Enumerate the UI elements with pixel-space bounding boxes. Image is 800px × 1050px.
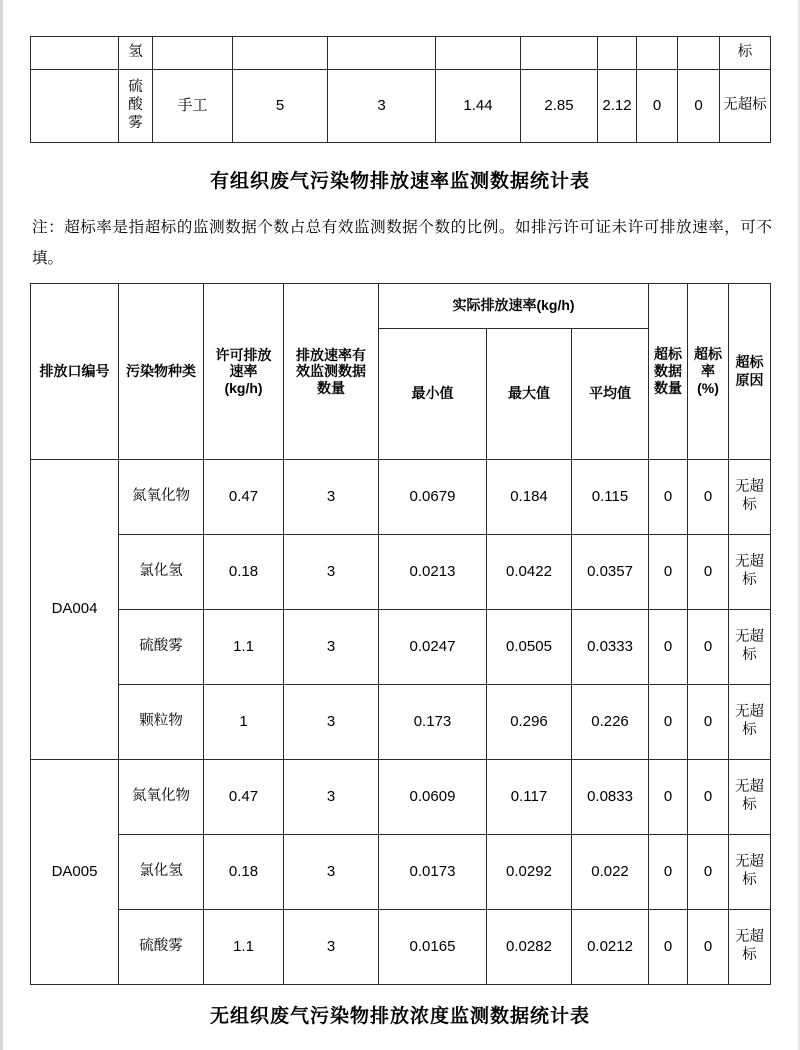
cell-max: 0.0282 — [487, 910, 572, 985]
col-header-permit-rate: 许可排放 速率 (kg/h) — [204, 284, 284, 460]
cell-pollutant: 氯化氢 — [119, 535, 204, 610]
col-header-exceed-reason: 超标原因 — [729, 284, 771, 460]
table-row — [31, 835, 771, 910]
cell-permit: 5 — [233, 70, 328, 143]
cell-exceed-reason: 无超标 — [729, 910, 771, 985]
cell-method: 手工 — [153, 70, 233, 143]
cell-avg: 2.12 — [598, 70, 637, 143]
cell-avg: 0.0212 — [572, 910, 649, 985]
col-header-valid-count: 排放速率有 效监测数据 数量 — [284, 284, 379, 460]
cell-pollutant: 硫酸雾 — [119, 610, 204, 685]
cell-count — [328, 37, 436, 70]
cell-exceed-rate: 0 — [678, 70, 720, 143]
page-title-unorganized-concentration: 无组织废气污染物排放浓度监测数据统计表 — [209, 1006, 590, 1027]
table-row — [31, 535, 771, 610]
cell-permit — [233, 37, 328, 70]
cell-exceed-rate — [678, 37, 720, 70]
cell-exceed-reason: 标 — [720, 37, 771, 70]
cell-exceed-num: 0 — [649, 835, 688, 910]
cell-exceed-rate: 0 — [688, 835, 729, 910]
col-header-exceed-num: 超标数据数量 — [649, 284, 688, 460]
cell-max: 0.184 — [487, 460, 572, 535]
cell-avg — [598, 37, 637, 70]
continued-table — [30, 36, 771, 143]
cell-permit: 0.18 — [204, 535, 284, 610]
cell-exceed-num: 0 — [649, 910, 688, 985]
cell-exceed-reason: 无超标 — [729, 610, 771, 685]
continued-table-container — [30, 36, 771, 143]
col-header-outlet: 排放口编号 — [31, 284, 119, 460]
cell-min: 0.173 — [379, 685, 487, 760]
cell-pollutant: 硫酸雾 — [119, 910, 204, 985]
cell-count: 3 — [328, 70, 436, 143]
cell-exceed-num: 0 — [649, 610, 688, 685]
cell-avg: 0.226 — [572, 685, 649, 760]
cell-permit: 0.47 — [204, 760, 284, 835]
table-head — [31, 284, 771, 460]
cell-count: 3 — [284, 610, 379, 685]
cell-permit: 1 — [204, 685, 284, 760]
cell-exceed-reason: 无超标 — [729, 760, 771, 835]
cell-outlet — [31, 37, 119, 70]
cell-exceed-num: 0 — [649, 760, 688, 835]
cell-method — [153, 37, 233, 70]
cell-min: 0.0173 — [379, 835, 487, 910]
cell-count: 3 — [284, 910, 379, 985]
cell-min: 0.0609 — [379, 760, 487, 835]
cell-min: 0.0213 — [379, 535, 487, 610]
cell-exceed-num: 0 — [649, 535, 688, 610]
cell-max: 0.117 — [487, 760, 572, 835]
table-row — [31, 685, 771, 760]
cell-exceed-rate: 0 — [688, 910, 729, 985]
cell-outlet — [31, 70, 119, 143]
cell-max: 0.0292 — [487, 835, 572, 910]
cell-outlet: DA005 — [31, 760, 119, 985]
cell-min: 0.0165 — [379, 910, 487, 985]
cell-pollutant: 氮氧化物 — [119, 760, 204, 835]
cell-max: 2.85 — [521, 70, 598, 143]
cell-exceed-reason: 无超标 — [729, 685, 771, 760]
col-header-exceed-rate: 超标率 (%) — [688, 284, 729, 460]
cell-max: 0.0422 — [487, 535, 572, 610]
cell-permit: 1.1 — [204, 910, 284, 985]
cell-avg: 0.0833 — [572, 760, 649, 835]
emission-rate-table — [30, 283, 771, 985]
emission-rate-table-container — [30, 283, 771, 985]
cell-exceed-rate: 0 — [688, 535, 729, 610]
cell-min: 1.44 — [436, 70, 521, 143]
col-header-max: 最大值 — [487, 329, 572, 460]
cell-min: 0.0679 — [379, 460, 487, 535]
col-header-avg: 平均值 — [572, 329, 649, 460]
page-edge-left — [0, 0, 3, 1050]
cell-max: 0.296 — [487, 685, 572, 760]
cell-permit: 0.47 — [204, 460, 284, 535]
cell-pollutant: 氯化氢 — [119, 835, 204, 910]
cell-count: 3 — [284, 835, 379, 910]
cell-count: 3 — [284, 685, 379, 760]
table-row — [31, 70, 771, 143]
cell-exceed-reason: 无超标 — [729, 535, 771, 610]
cell-avg: 0.115 — [572, 460, 649, 535]
cell-exceed-reason: 无超标 — [729, 835, 771, 910]
cell-permit: 1.1 — [204, 610, 284, 685]
cell-exceed-rate: 0 — [688, 460, 729, 535]
cell-exceed-num: 0 — [637, 70, 678, 143]
cell-avg: 0.0333 — [572, 610, 649, 685]
cell-count: 3 — [284, 460, 379, 535]
col-header-actual-rate-group: 实际排放速率(kg/h) — [379, 284, 649, 329]
col-header-min: 最小值 — [379, 329, 487, 460]
cell-avg: 0.0357 — [572, 535, 649, 610]
cell-exceed-rate: 0 — [688, 685, 729, 760]
cell-pollutant: 硫酸雾 — [119, 70, 153, 143]
cell-exceed-reason: 无超标 — [720, 70, 771, 143]
cell-pollutant: 颗粒物 — [119, 685, 204, 760]
cell-exceed-reason: 无超标 — [729, 460, 771, 535]
table-body — [31, 460, 771, 985]
table-row — [31, 910, 771, 985]
cell-exceed-num: 0 — [649, 685, 688, 760]
cell-max — [521, 37, 598, 70]
cell-outlet: DA004 — [31, 460, 119, 760]
cell-exceed-num — [637, 37, 678, 70]
cell-exceed-rate: 0 — [688, 610, 729, 685]
cell-avg: 0.022 — [572, 835, 649, 910]
cell-min: 0.0247 — [379, 610, 487, 685]
cell-count: 3 — [284, 535, 379, 610]
cell-pollutant: 氮氧化物 — [119, 460, 204, 535]
cell-min — [436, 37, 521, 70]
cell-permit: 0.18 — [204, 835, 284, 910]
header-row-top — [31, 284, 771, 329]
cell-pollutant: 氢 — [119, 37, 153, 70]
cell-exceed-rate: 0 — [688, 760, 729, 835]
cell-max: 0.0505 — [487, 610, 572, 685]
cell-count: 3 — [284, 760, 379, 835]
table-row — [31, 460, 771, 535]
table-row — [31, 610, 771, 685]
cell-exceed-num: 0 — [649, 460, 688, 535]
page-title-emission-rate: 有组织废气污染物排放速率监测数据统计表 — [209, 171, 590, 192]
col-header-pollutant: 污染物种类 — [119, 284, 204, 460]
table-row — [31, 760, 771, 835]
table-row — [31, 37, 771, 70]
table-note: 注：超标率是指超标的监测数据个数占总有效监测数据个数的比例。如排污许可证未许可排放速率，可不填。 — [32, 219, 772, 267]
